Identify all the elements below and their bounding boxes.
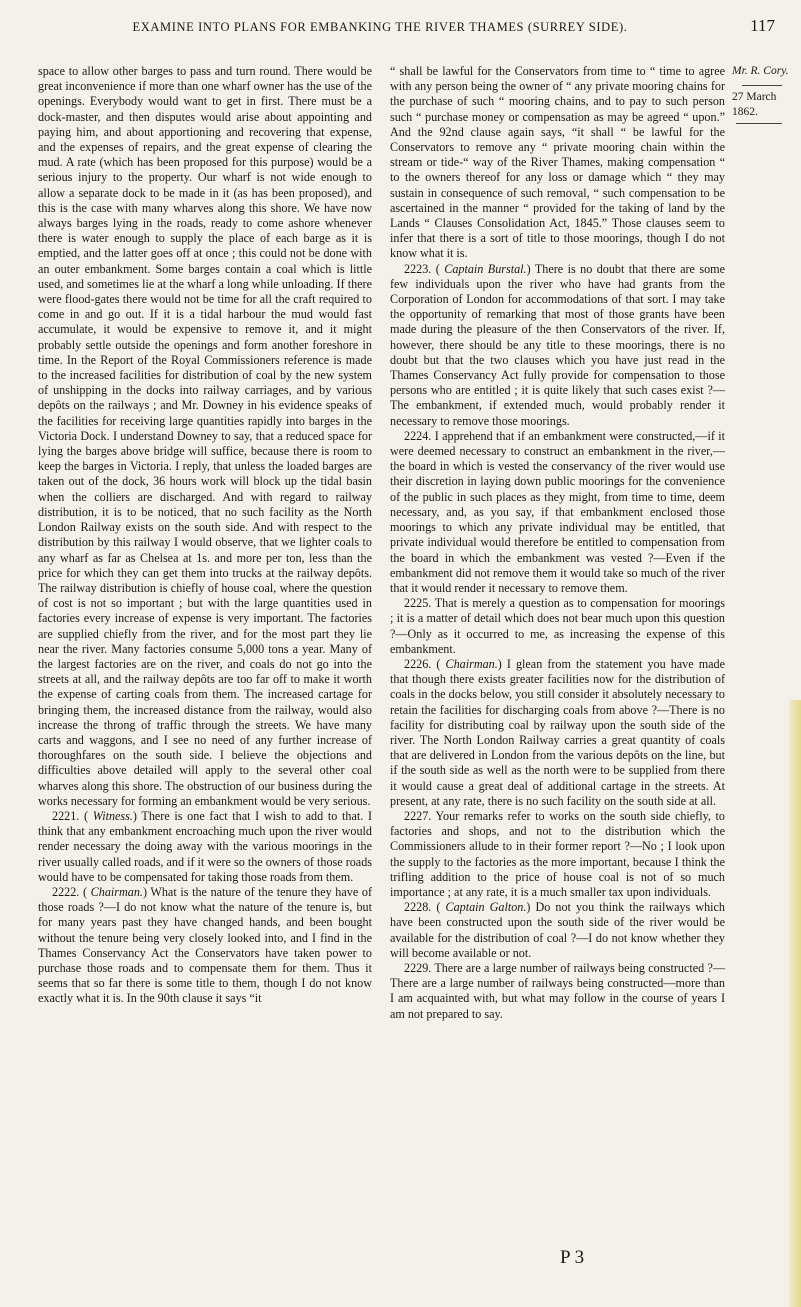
witness-date: 27 March 1862. xyxy=(732,91,777,118)
paragraph-2226: 2226. ( Chairman.) I glean from the statement you have made that though there exists greater facilities now for the distribution of coals in the docks below, you still consider it absolutely necessary to retain the facilities for discharging coals from above ?—There is no facility for distributing coal by railway upon the south side of the river. The North London Railway carries a great quantity of coals that are delivered in London from the various depôts on the line, but if the south side as well as the north were to be supplied from there it would cause a great deal of additional cartage in the streets. At present, at any rate, there is no such facility on the south side at all. xyxy=(390,656,725,808)
margin-note xyxy=(732,64,798,124)
paragraph-2224: 2224. I apprehend that if an embankment were constructed,—if it were deemed necessary to construct an embankment in the river,—the board in which is vested the conservancy of the river would use their discretion in laying down public moorings for the convenience of the public in such places as they might, from time to time, deem necessary, and, as you say, if that embankment enclosed those moorings to which any private individual may be entitled, that private individual would therefore be entitled to compensation from the board in which the embankment was vested ?—Even if the embankment did not remove them it would take so much of the river that it would render it necessary to remove them. xyxy=(390,428,725,595)
margin-rule xyxy=(742,85,782,86)
page-number: 117 xyxy=(750,16,775,35)
paragraph-quote: “ shall be lawful for the Conservators from time to “ time to agree with any person being the owner of “ any private mooring chains for the purchase of such “ mooring chains, and to pay to such person such “ purchase money or compensation as may be agreed “ upon.” And the 92nd clause again says, “it shall “ be lawful for the Conservators to remove any “ private mooring chain within the stream or tide-“ way of the River Thames, making compensation “ to the owners thereof for any loss or damage which “ they may sustain in consequence of such removal, “ such compensation to be ascertained in the manner “ provided for the taking of land by the Lands “ Clauses Consolidation Act, 1845.” Those clauses seem to infer that there is a sort of title to those moorings, though I do not know what it is. xyxy=(390,64,725,261)
paragraph-2222: 2222. ( Chairman.) What is the nature of the tenure they have of those roads ?—I do not know what the nature of the tenure is, but for many years past they have changed hands, and been bought without the tenure being very closely looked into, and I find in the Thames Conservancy Act the Conservators have taken power to purchase those roads and to compensate them for them. Thus it seems that so far there is some title to them, though I do not know exactly what it is. In the 90th clause it says “it xyxy=(38,884,372,1006)
paragraph-2229: 2229. There are a large number of railways being constructed ?—There are a large number of railways being constructed—more than I am acquainted with, but what may follow in the course of years I am not prepared to say. xyxy=(390,960,725,1021)
paragraph-2221: 2221. ( Witness.) There is one fact that I wish to add to that. I think that any embankment encroaching much upon the river would render necessary the doing away with the various moorings in the river usually called roads, and if it were so the owners of those roads would have to be compensated for taking those roads from them. xyxy=(38,808,372,884)
speaker-label: Captain Galton. xyxy=(445,900,527,915)
left-column xyxy=(38,64,372,1007)
speaker-label: Captain Burstal. xyxy=(444,261,527,276)
running-head: EXAMINE INTO PLANS FOR EMBANKING THE RIVER THAMES (SURREY SIDE). xyxy=(132,20,628,34)
speaker-label: Chairman. xyxy=(90,884,143,899)
signature-mark: P 3 xyxy=(560,1247,585,1268)
paragraph-2225: 2225. That is merely a question as to compensation for moorings ; it is a matter of detail which does not bear much upon this question ?—Only as it occurred to me, as increasing the expense of this embankment. xyxy=(390,596,725,656)
right-column xyxy=(390,64,725,1022)
paragraph: space to allow other barges to pass and turn round. There would be great inconvenience if more than one wharf owner has the use of the openings. Everybody would want to get in first. There must be a dock-master, and then disputes would arise about appointing and paying him, and about apportioning and recovering that expense, and the expenses of repairs, and the great expense of clearing the mud. A rate (which has been proposed for this purpose) would be a serious injury to the property. Our wharf is not wide enough to allow a separate dock to be made in it (as has been proposed), and this is the case with many wharves along this shore. We have now always barges lying in the roads, ready to come ashore whenever there is water enough to supply the place of each barge as it is emptied, and the latter goes off at once ; this could not be done with an outer embankment. Some barges contain a coal which is little used, and sometimes lie at the wharf a long while unloading. If there were flood-gates there would not be time for all the craft required to come in and go out. If it is a tidal harbour the mud would fast accumulate, it would be expensive to remove it, and it might probably settle outside the openings and form another foreshore in time. In the Report of the Royal Commissioners reference is made to the increased facilities for distribution of coal by the new system of unshipping in the docks into railway carriages, and by various depôts on the railways ; and Mr. Downey in his evidence speaks of the facilities for receiving large quantities rapidly into barges in the Victoria Dock. I understand Downey to say, that a reduced space for lying the barges above bridge will suffice, because there is room to keep the barges in Victoria. I reply, that unless the loaded barges are taken out of the dock, 36 hours work will block up the tidal basin when the colliers are discharged. And with regard to railway distribution, it is to be noticed, that no such facility as the North London Railway exists on the south side. And with respect to the distribution by this railway I would observe, that we lighter coals to any wharf as far as Chelsea at 1s. and more per ton, less than the price for which they can get them into trucks at the railway depôts. The railway distribution is chiefly of house coal, where the question of cost is not so important ; but with the large quantities used in factories every increase of expense is very important. The factories are supplied chiefly from the river, and for the most part they lie near the river. Many factories consume 5,000 tons a year. Many of the largest factories are on the river, and coals do not go into the streets at all, and the railway depôts are too far off to make it worth the expense of carting coals from them. The increased cartage for bringing them, the increased distance from the railway, would also increase the throng of traffic through the streets. We have many carts and waggons, and I see no need of any further increase of thoroughfares on the south side. I believe the objections and difficulties above detailed will apply to the several other coal wharves along this shore. The obstruction of our business during the works necessary for forming an embankment would be very serious. xyxy=(38,64,372,808)
paragraph-2227: 2227. Your remarks refer to works on the south side chiefly, to factories and shops, and not to the distribution which the Commissioners allude to in their former report ?—No ; I look upon the supply to the factories as the more important, because I think the trifling addition to the price of house coal is not of so much importance ; at any rate, it is a much smaller tax upon individuals. xyxy=(390,808,725,899)
page-edge xyxy=(789,700,801,1307)
speaker-label: Witness. xyxy=(92,808,133,823)
speaker-label: Chairman. xyxy=(445,656,498,671)
margin-rule xyxy=(736,123,782,124)
paragraph-2223: 2223. ( Captain Burstal.) There is no doubt that there are some few individuals upon the river who have had grants from the Corporation of London for accommodations of that sort. I may take the opportunity of remarking that most of those grants have been made during the pleasure of the then Conservators of the river. If, however, there should be any title to these moorings, there is no doubt but that the two clauses which you have just read in the Thames Conservancy Act fully provide for compensation to those persons who are entitled ; it is quite likely that such cases exist ?—The embankment, if extended much, would probably render it necessary to remove those moorings. xyxy=(390,261,725,428)
paragraph-2228: 2228. ( Captain Galton.) Do not you think the railways which have been constructed upon the south side of the river would be available for the distribution of coal ?—I do not know whether they will become available or not. xyxy=(390,900,725,960)
page-header xyxy=(0,16,801,42)
witness-name: Mr. R. Cory. xyxy=(732,65,789,77)
